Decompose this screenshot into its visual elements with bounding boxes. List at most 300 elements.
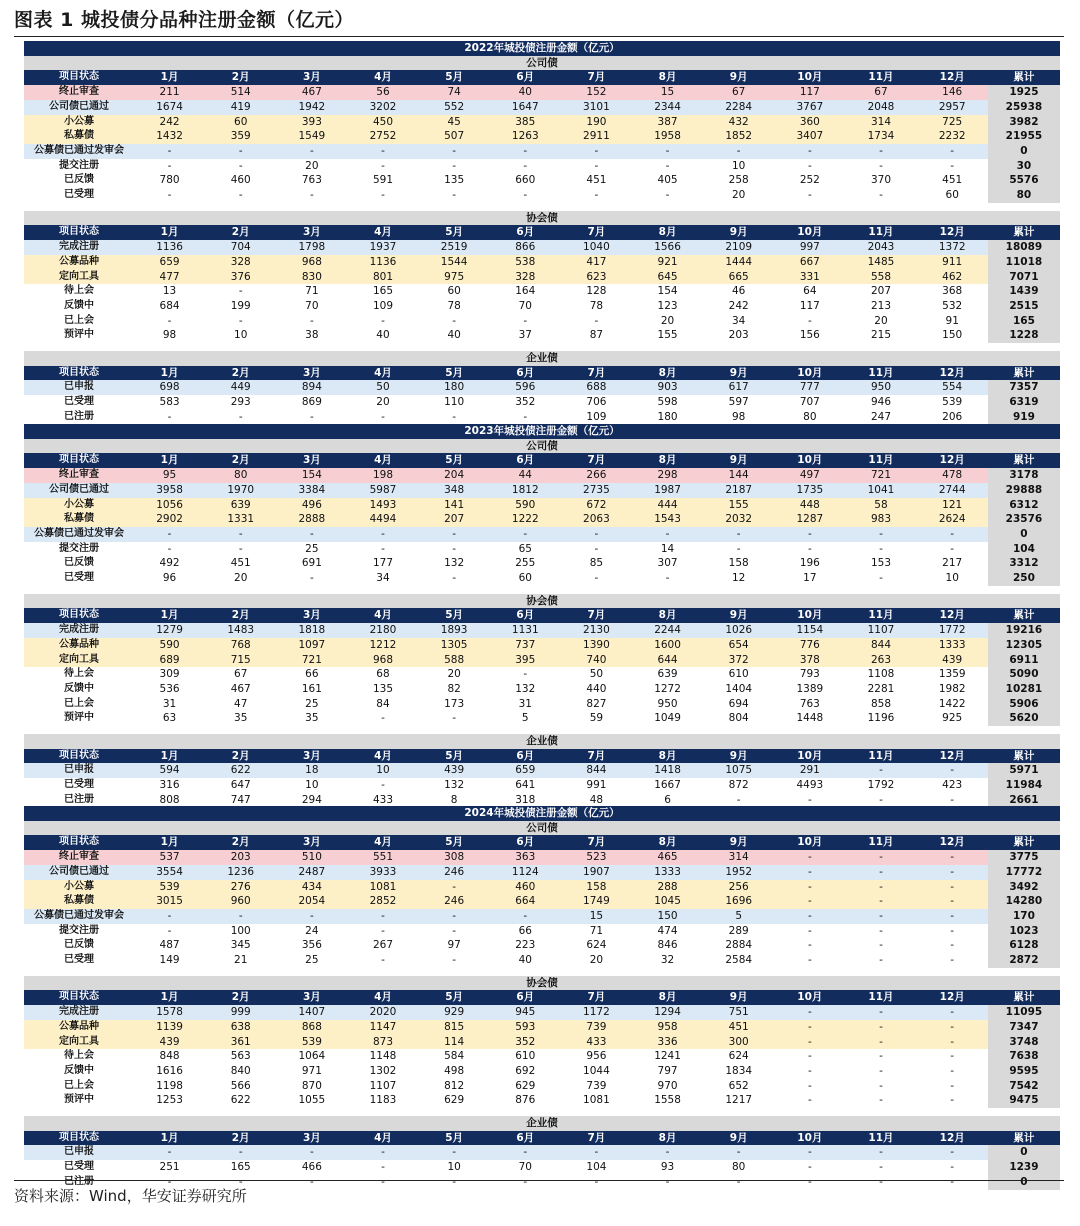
row-value: 968	[276, 255, 347, 270]
header-status: 项目状态	[24, 608, 134, 623]
row-value: 165	[205, 1160, 276, 1175]
row-value: 8	[419, 793, 490, 808]
table-row	[24, 638, 1060, 653]
row-value: -	[845, 1020, 916, 1035]
row-value: 223	[490, 938, 561, 953]
header-month: 1月	[134, 225, 205, 240]
row-value: 594	[134, 763, 205, 778]
row-value: 1333	[917, 638, 988, 653]
header-month: 9月	[703, 225, 774, 240]
row-value: 433	[347, 793, 418, 808]
row-value: 17	[774, 571, 845, 586]
row-total: 7357	[988, 380, 1060, 395]
row-value: -	[205, 909, 276, 924]
row-value: 1302	[347, 1064, 418, 1079]
table-row	[24, 173, 1060, 188]
row-value: 672	[561, 498, 632, 513]
row-value: 1055	[276, 1093, 347, 1108]
row-value: 132	[419, 778, 490, 793]
row-value: 196	[774, 556, 845, 571]
row-value: 10	[347, 763, 418, 778]
row-value: 1558	[632, 1093, 703, 1108]
row-value: 98	[134, 328, 205, 343]
row-value: 739	[561, 1079, 632, 1094]
row-label: 小公募	[24, 880, 134, 895]
row-value: -	[419, 571, 490, 586]
row-value: 20	[347, 395, 418, 410]
row-value: -	[490, 1175, 561, 1190]
figure-title: 图表 1 城投债分品种注册金额（亿元）	[14, 9, 354, 31]
row-value: 624	[561, 938, 632, 953]
column-header-row	[24, 990, 1060, 1005]
table-row	[24, 270, 1060, 285]
row-value: 2624	[917, 512, 988, 527]
row-label: 完成注册	[24, 1005, 134, 1020]
row-value: -	[774, 938, 845, 953]
row-value: 14	[632, 542, 703, 557]
year-title: 2022年城投债注册金额（亿元）	[24, 41, 1060, 56]
row-value: 660	[490, 173, 561, 188]
row-value: 929	[419, 1005, 490, 1020]
row-value: 1172	[561, 1005, 632, 1020]
header-total: 累计	[988, 990, 1060, 1005]
row-value: 199	[205, 299, 276, 314]
row-value: 40	[347, 328, 418, 343]
row-value: 95	[134, 468, 205, 483]
row-total: 7638	[988, 1049, 1060, 1064]
row-value: 1183	[347, 1093, 418, 1108]
row-value: 154	[632, 284, 703, 299]
row-value: -	[347, 909, 418, 924]
row-value: 925	[917, 711, 988, 726]
row-value: 34	[347, 571, 418, 586]
row-value: 432	[703, 115, 774, 130]
row-value: 617	[703, 380, 774, 395]
row-value: 1735	[774, 483, 845, 498]
header-month: 2月	[205, 835, 276, 850]
row-value: 3015	[134, 894, 205, 909]
row-value: 467	[276, 85, 347, 100]
section-title-row	[24, 594, 1060, 609]
row-value: 1772	[917, 623, 988, 638]
table-row	[24, 410, 1060, 425]
row-value: 368	[917, 284, 988, 299]
row-value: 510	[276, 850, 347, 865]
row-total: 2872	[988, 953, 1060, 968]
row-total: 3178	[988, 468, 1060, 483]
row-value: -	[845, 1160, 916, 1175]
section-title-row	[24, 439, 1060, 454]
row-value: 164	[490, 284, 561, 299]
row-total: 5620	[988, 711, 1060, 726]
row-value: -	[774, 850, 845, 865]
row-value: 664	[490, 894, 561, 909]
row-value: 25	[276, 953, 347, 968]
row-value: -	[917, 938, 988, 953]
row-value: 610	[703, 667, 774, 682]
row-value: 203	[703, 328, 774, 343]
row-value: 352	[490, 395, 561, 410]
header-month: 2月	[205, 70, 276, 85]
row-value: 20	[419, 667, 490, 682]
row-label: 提交注册	[24, 924, 134, 939]
table-row	[24, 468, 1060, 483]
row-value: 1674	[134, 100, 205, 115]
row-value: 1081	[561, 1093, 632, 1108]
row-value: -	[561, 144, 632, 159]
row-value: 1616	[134, 1064, 205, 1079]
header-month: 10月	[774, 225, 845, 240]
header-month: 4月	[347, 1131, 418, 1146]
row-value: 844	[845, 638, 916, 653]
header-month: 7月	[561, 749, 632, 764]
row-value: 70	[276, 299, 347, 314]
row-total: 170	[988, 909, 1060, 924]
header-month: 11月	[845, 225, 916, 240]
row-value: 1448	[774, 711, 845, 726]
row-value: -	[774, 1049, 845, 1064]
row-value: 2180	[347, 623, 418, 638]
row-value: 78	[561, 299, 632, 314]
row-value: 1305	[419, 638, 490, 653]
row-value: -	[917, 763, 988, 778]
row-value: 639	[632, 667, 703, 682]
table-row	[24, 129, 1060, 144]
row-label: 私募债	[24, 894, 134, 909]
header-month: 1月	[134, 1131, 205, 1146]
row-value: 328	[205, 255, 276, 270]
row-value: 256	[703, 880, 774, 895]
row-value: 991	[561, 778, 632, 793]
row-value: 267	[347, 938, 418, 953]
row-label: 已申报	[24, 763, 134, 778]
row-total: 6911	[988, 653, 1060, 668]
row-value: 583	[134, 395, 205, 410]
row-value: -	[561, 571, 632, 586]
row-value: 665	[703, 270, 774, 285]
row-value: 12	[703, 571, 774, 586]
row-value: -	[845, 1035, 916, 1050]
row-value: 242	[703, 299, 774, 314]
year-title-row	[24, 806, 1060, 821]
year-table	[24, 806, 1060, 1190]
table-row	[24, 697, 1060, 712]
row-value: 725	[917, 115, 988, 130]
row-value: 997	[774, 240, 845, 255]
row-label: 完成注册	[24, 240, 134, 255]
row-value: -	[561, 542, 632, 557]
table-row	[24, 159, 1060, 174]
row-value: -	[347, 542, 418, 557]
header-month: 10月	[774, 70, 845, 85]
row-value: 158	[703, 556, 774, 571]
header-month: 9月	[703, 366, 774, 381]
header-month: 4月	[347, 608, 418, 623]
row-value: 704	[205, 240, 276, 255]
row-value: 217	[917, 556, 988, 571]
row-value: 20	[845, 314, 916, 329]
row-value: -	[632, 571, 703, 586]
row-value: 417	[561, 255, 632, 270]
section-gap	[24, 586, 1060, 594]
row-value: -	[276, 410, 347, 425]
header-month: 11月	[845, 366, 916, 381]
row-value: 698	[134, 380, 205, 395]
row-label: 待上会	[24, 284, 134, 299]
row-value: 654	[703, 638, 774, 653]
row-value: -	[845, 1175, 916, 1190]
row-value: 316	[134, 778, 205, 793]
row-label: 已申报	[24, 1145, 134, 1160]
row-value: 1543	[632, 512, 703, 527]
row-value: 740	[561, 653, 632, 668]
row-value: 35	[276, 711, 347, 726]
header-month: 10月	[774, 453, 845, 468]
table-row	[24, 240, 1060, 255]
table-row	[24, 653, 1060, 668]
table-row	[24, 1145, 1060, 1160]
row-value: 378	[774, 653, 845, 668]
row-value: 276	[205, 880, 276, 895]
row-value: -	[632, 159, 703, 174]
row-value: 331	[774, 270, 845, 285]
row-value: 610	[490, 1049, 561, 1064]
row-value: 25	[276, 542, 347, 557]
header-month: 4月	[347, 453, 418, 468]
row-value: 1154	[774, 623, 845, 638]
section-title: 公司债	[24, 56, 1060, 71]
section-title-row	[24, 821, 1060, 836]
row-value: 128	[561, 284, 632, 299]
row-value: 3384	[276, 483, 347, 498]
header-month: 12月	[917, 990, 988, 1005]
row-value: 146	[917, 85, 988, 100]
row-value: -	[845, 1049, 916, 1064]
row-label: 小公募	[24, 498, 134, 513]
row-value: -	[845, 793, 916, 808]
row-label: 终止审查	[24, 85, 134, 100]
row-label: 待上会	[24, 1049, 134, 1064]
row-value: 204	[419, 468, 490, 483]
row-total: 7347	[988, 1020, 1060, 1035]
bottom-rule	[14, 1180, 1064, 1181]
row-value: -	[276, 527, 347, 542]
header-month: 10月	[774, 366, 845, 381]
row-value: -	[134, 527, 205, 542]
year-table	[24, 424, 1060, 808]
header-month: 9月	[703, 835, 774, 850]
header-month: 2月	[205, 225, 276, 240]
row-value: 507	[419, 129, 490, 144]
header-total: 累计	[988, 70, 1060, 85]
row-value: -	[632, 188, 703, 203]
header-month: 12月	[917, 749, 988, 764]
row-value: -	[205, 542, 276, 557]
row-value: 647	[205, 778, 276, 793]
row-value: -	[774, 1160, 845, 1175]
row-value: 10	[419, 1160, 490, 1175]
row-value: -	[490, 527, 561, 542]
row-value: -	[490, 667, 561, 682]
table-row	[24, 894, 1060, 909]
row-value: 812	[419, 1079, 490, 1094]
row-value: 1044	[561, 1064, 632, 1079]
row-value: -	[917, 880, 988, 895]
header-month: 8月	[632, 749, 703, 764]
row-value: 289	[703, 924, 774, 939]
row-value: -	[845, 527, 916, 542]
row-label: 已反馈	[24, 938, 134, 953]
header-month: 3月	[276, 366, 347, 381]
row-value: 80	[205, 468, 276, 483]
row-value: 40	[490, 953, 561, 968]
row-value: 67	[703, 85, 774, 100]
row-value: -	[845, 924, 916, 939]
row-value: -	[347, 924, 418, 939]
row-value: 1222	[490, 512, 561, 527]
row-label: 已受理	[24, 395, 134, 410]
row-value: 2244	[632, 623, 703, 638]
header-month: 4月	[347, 225, 418, 240]
row-value: 109	[561, 410, 632, 425]
row-value: 768	[205, 638, 276, 653]
header-month: 4月	[347, 835, 418, 850]
row-value: -	[917, 894, 988, 909]
row-value: -	[205, 1175, 276, 1190]
table-row	[24, 1079, 1060, 1094]
table-row	[24, 115, 1060, 130]
row-value: -	[490, 909, 561, 924]
row-total: 5971	[988, 763, 1060, 778]
row-value: 894	[276, 380, 347, 395]
header-month: 12月	[917, 608, 988, 623]
row-value: 539	[917, 395, 988, 410]
row-value: 692	[490, 1064, 561, 1079]
row-value: 558	[845, 270, 916, 285]
header-month: 3月	[276, 453, 347, 468]
row-value: 211	[134, 85, 205, 100]
year-title-row	[24, 41, 1060, 56]
row-value: 198	[347, 468, 418, 483]
row-value: -	[845, 1005, 916, 1020]
row-label: 已上会	[24, 697, 134, 712]
row-value: -	[134, 188, 205, 203]
row-value: 536	[134, 682, 205, 697]
row-value: -	[205, 410, 276, 425]
row-value: 776	[774, 638, 845, 653]
row-value: -	[347, 711, 418, 726]
table-row	[24, 850, 1060, 865]
table-row	[24, 284, 1060, 299]
row-value: 566	[205, 1079, 276, 1094]
row-value: 67	[845, 85, 916, 100]
header-month: 6月	[490, 1131, 561, 1146]
header-month: 11月	[845, 453, 916, 468]
row-value: 1444	[703, 255, 774, 270]
row-value: -	[347, 1145, 418, 1160]
row-value: 215	[845, 328, 916, 343]
row-total: 0	[988, 1175, 1060, 1190]
row-value: 554	[917, 380, 988, 395]
row-value: 258	[703, 173, 774, 188]
row-value: 1131	[490, 623, 561, 638]
row-value: 10	[703, 159, 774, 174]
row-total: 11095	[988, 1005, 1060, 1020]
row-value: -	[347, 1175, 418, 1190]
row-value: 539	[276, 1035, 347, 1050]
row-value: 462	[917, 270, 988, 285]
row-label: 反馈中	[24, 1064, 134, 1079]
row-total: 5576	[988, 173, 1060, 188]
row-value: -	[419, 1145, 490, 1160]
header-month: 8月	[632, 1131, 703, 1146]
row-value: 1045	[632, 894, 703, 909]
row-value: -	[276, 1175, 347, 1190]
header-month: 4月	[347, 366, 418, 381]
row-value: 921	[632, 255, 703, 270]
row-value: -	[490, 410, 561, 425]
row-value: -	[490, 314, 561, 329]
row-value: 60	[205, 115, 276, 130]
row-value: 1404	[703, 682, 774, 697]
row-value: 827	[561, 697, 632, 712]
row-value: 252	[774, 173, 845, 188]
row-value: -	[774, 1005, 845, 1020]
row-value: 460	[205, 173, 276, 188]
row-value: 5	[490, 711, 561, 726]
row-value: 440	[561, 682, 632, 697]
row-label: 公募品种	[24, 255, 134, 270]
row-value: 551	[347, 850, 418, 865]
row-value: 15	[632, 85, 703, 100]
row-value: 1040	[561, 240, 632, 255]
row-value: 117	[774, 85, 845, 100]
section-title: 协会债	[24, 594, 1060, 609]
row-value: 598	[632, 395, 703, 410]
header-month: 7月	[561, 1131, 632, 1146]
row-value: 1389	[774, 682, 845, 697]
row-label: 已上会	[24, 1079, 134, 1094]
row-value: 645	[632, 270, 703, 285]
row-label: 终止审查	[24, 468, 134, 483]
row-value: 206	[917, 410, 988, 425]
row-value: 983	[845, 512, 916, 527]
row-value: 780	[134, 173, 205, 188]
row-value: 629	[490, 1079, 561, 1094]
row-value: 288	[632, 880, 703, 895]
row-value: 498	[419, 1064, 490, 1079]
row-value: 348	[419, 483, 490, 498]
row-value: 4494	[347, 512, 418, 527]
row-value: 3554	[134, 865, 205, 880]
row-value: 393	[276, 115, 347, 130]
row-value: 1041	[845, 483, 916, 498]
row-value: 1418	[632, 763, 703, 778]
header-status: 项目状态	[24, 225, 134, 240]
row-value: 797	[632, 1064, 703, 1079]
row-value: 1198	[134, 1079, 205, 1094]
row-value: -	[845, 1079, 916, 1094]
row-value: 1212	[347, 638, 418, 653]
header-month: 6月	[490, 749, 561, 764]
row-value: 2852	[347, 894, 418, 909]
row-value: 1333	[632, 865, 703, 880]
row-value: 141	[419, 498, 490, 513]
row-value: 514	[205, 85, 276, 100]
table-row	[24, 880, 1060, 895]
row-value: -	[347, 1160, 418, 1175]
row-value: 2281	[845, 682, 916, 697]
